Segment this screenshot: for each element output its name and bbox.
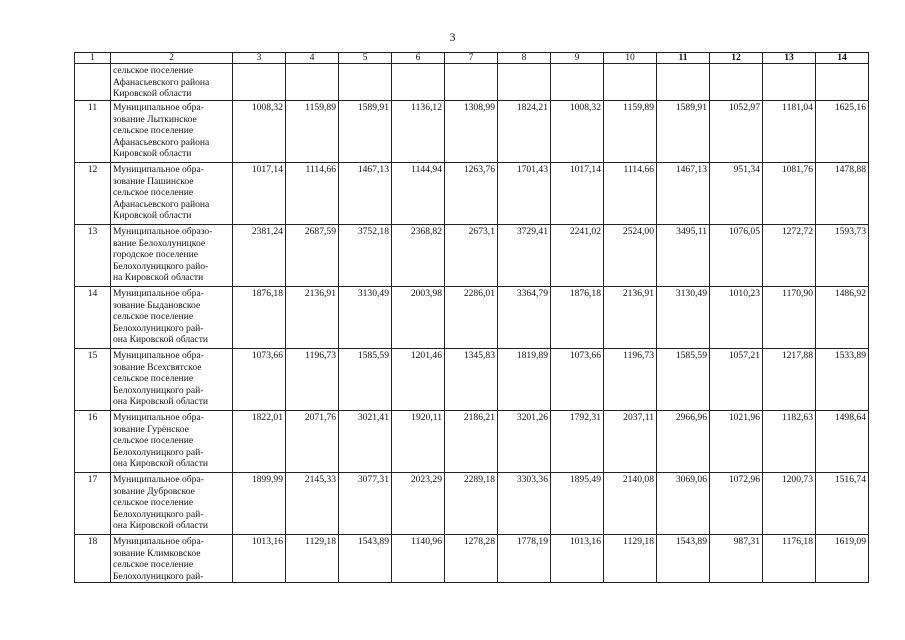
value-cell-col-7: 2186,21 — [445, 411, 498, 473]
value-cell-col-14: 1593,73 — [816, 225, 869, 287]
value-cell-col-11: 1543,89 — [657, 535, 710, 583]
column-header: 12 — [710, 53, 763, 64]
value-cell-col-10: 2140,08 — [604, 473, 657, 535]
value-cell-col-6: 2023,29 — [392, 473, 445, 535]
value-cell-col-6: 1136,12 — [392, 101, 445, 163]
value-cell-col-7: 1263,76 — [445, 163, 498, 225]
value-cell-col-10: 1159,89 — [604, 101, 657, 163]
municipality-name: Муниципальное обра- зование Пашинское сельское поселение Афанасьевского района Кировской области — [111, 163, 233, 225]
value-cell-col-12: 1057,21 — [710, 349, 763, 411]
value-cell-col-8: 3364,79 — [498, 287, 551, 349]
row-number-cell: 13 — [75, 225, 111, 287]
value-cell-col-8: 3303,36 — [498, 473, 551, 535]
value-cell-col-9: 1008,32 — [551, 101, 604, 163]
municipality-name: сельское поселение Афанасьевского района Кировской области — [111, 64, 233, 101]
municipality-name: Муниципальное обра- зование Климковское сельское поселение Белохолуницкого рай- — [111, 535, 233, 583]
value-cell-col-12: 1052,97 — [710, 101, 763, 163]
value-cell-col-4: 2071,76 — [286, 411, 339, 473]
value-cell-col-6: 2003,98 — [392, 287, 445, 349]
value-cell-col-13: 1081,76 — [763, 163, 816, 225]
row-number-cell — [75, 64, 111, 101]
table-row — [75, 163, 869, 225]
continuation-row — [75, 64, 869, 101]
table-row — [75, 287, 869, 349]
column-header: 1 — [75, 53, 111, 64]
value-cell-col-5: 1467,13 — [339, 163, 392, 225]
value-cell-col-10: 1114,66 — [604, 163, 657, 225]
municipality-name: Муниципальное обра- зование Дубровское сельское поселение Белохолуницкого рай- она Кировской области — [111, 473, 233, 535]
value-cell-col-13: 1182,63 — [763, 411, 816, 473]
value-cell-col-9: 1013,16 — [551, 535, 604, 583]
table-row — [75, 473, 869, 535]
row-number-cell: 11 — [75, 101, 111, 163]
value-cell-col-8: 1778,19 — [498, 535, 551, 583]
column-header: 8 — [498, 53, 551, 64]
column-header: 6 — [392, 53, 445, 64]
value-cell-col-11: 1467,13 — [657, 163, 710, 225]
municipality-name: Муниципальное образо- вание Белохолуницкое городское поселение Белохолуницкого райо- на Кировской области — [111, 225, 233, 287]
page-number: 3 — [449, 30, 456, 44]
value-cell-col-14: 1619,09 — [816, 535, 869, 583]
value-cell-col-11: 3495,11 — [657, 225, 710, 287]
value-cell-col-14: 1516,74 — [816, 473, 869, 535]
value-cell-col-13: 1272,72 — [763, 225, 816, 287]
value-cell-col-5: 3130,49 — [339, 287, 392, 349]
value-cell-col-3: 1013,16 — [233, 535, 286, 583]
value-cell-col-13: 1176,18 — [763, 535, 816, 583]
value-cell-col-3: 1822,01 — [233, 411, 286, 473]
value-cell-col-9: 1073,66 — [551, 349, 604, 411]
value-cell-col-11: 2966,96 — [657, 411, 710, 473]
value-cell-col-4: 1114,66 — [286, 163, 339, 225]
value-cell-col-4: 1159,89 — [286, 101, 339, 163]
value-cell-col-8: 3729,41 — [498, 225, 551, 287]
column-header: 14 — [816, 53, 869, 64]
value-cell-col-5: 3021,41 — [339, 411, 392, 473]
value-cell-col-6: 2368,82 — [392, 225, 445, 287]
value-cell-col-13: 1181,04 — [763, 101, 816, 163]
table-row — [75, 101, 869, 163]
value-cell-col-13: 1170,90 — [763, 287, 816, 349]
column-header-row — [75, 53, 869, 64]
column-header: 5 — [339, 53, 392, 64]
value-cell-col-10: 2136,91 — [604, 287, 657, 349]
value-cell-col-12: 1076,05 — [710, 225, 763, 287]
municipality-name: Муниципальное обра- зование Всехсвятское сельское поселение Белохолуницкого рай- она Кировской области — [111, 349, 233, 411]
value-cell-col-5: 3077,31 — [339, 473, 392, 535]
table-body — [75, 53, 869, 583]
value-cell-col-10: 1196,73 — [604, 349, 657, 411]
value-cell-col-14: 1486,92 — [816, 287, 869, 349]
municipality-name: Муниципальное обра- зование Быдановское сельское поселение Белохолуницкого рай- она Кировской области — [111, 287, 233, 349]
municipality-name: Муниципальное обра- зование Гурёнское сельское поселение Белохолуницкого рай- она Кировской области — [111, 411, 233, 473]
value-cell-col-6: 1140,96 — [392, 535, 445, 583]
column-header: 4 — [286, 53, 339, 64]
value-cell-col-6: 1201,46 — [392, 349, 445, 411]
table-row — [75, 225, 869, 287]
value-cell-col-5: 3752,18 — [339, 225, 392, 287]
value-cell-col-4: 1196,73 — [286, 349, 339, 411]
value-cell-col-12: 1021,96 — [710, 411, 763, 473]
value-cell-col-7: 1278,28 — [445, 535, 498, 583]
value-cell-col-8: 1819,89 — [498, 349, 551, 411]
value-cell-col-14: 1498,64 — [816, 411, 869, 473]
value-cell-col-14: 1533,89 — [816, 349, 869, 411]
data-table — [74, 52, 869, 583]
value-cell-col-12: 987,31 — [710, 535, 763, 583]
value-cell-col-4: 2687,59 — [286, 225, 339, 287]
value-cell-col-8: 1701,43 — [498, 163, 551, 225]
value-cell-col-13: 1217,88 — [763, 349, 816, 411]
value-cell-col-12: 1010,23 — [710, 287, 763, 349]
value-cell-col-8: 3201,26 — [498, 411, 551, 473]
value-cell-col-9: 1895,49 — [551, 473, 604, 535]
table-row — [75, 349, 869, 411]
value-cell-col-5: 1585,59 — [339, 349, 392, 411]
value-cell-col-11: 3069,06 — [657, 473, 710, 535]
value-cell-col-8: 1824,21 — [498, 101, 551, 163]
column-header: 9 — [551, 53, 604, 64]
value-cell-col-7: 1308,99 — [445, 101, 498, 163]
value-cell-col-9: 1017,14 — [551, 163, 604, 225]
value-cell-col-3: 1008,32 — [233, 101, 286, 163]
value-cell-col-7: 2673,1 — [445, 225, 498, 287]
value-cell-col-3: 1073,66 — [233, 349, 286, 411]
value-cell-col-3: 1017,14 — [233, 163, 286, 225]
value-cell-col-11: 1585,59 — [657, 349, 710, 411]
value-cell-col-11: 3130,49 — [657, 287, 710, 349]
column-header: 11 — [657, 53, 710, 64]
column-header: 2 — [111, 53, 233, 64]
row-number-cell: 18 — [75, 535, 111, 583]
row-number-cell: 16 — [75, 411, 111, 473]
table-row — [75, 535, 869, 583]
column-header: 13 — [763, 53, 816, 64]
value-cell-col-3: 1899,99 — [233, 473, 286, 535]
value-cell-col-12: 951,34 — [710, 163, 763, 225]
value-cell-col-10: 2037,11 — [604, 411, 657, 473]
value-cell-col-4: 1129,18 — [286, 535, 339, 583]
municipality-name: Муниципальное обра- зование Лыткинское сельское поселение Афанасьевского района Кировской области — [111, 101, 233, 163]
row-number-cell: 14 — [75, 287, 111, 349]
value-cell-col-3: 1876,18 — [233, 287, 286, 349]
value-cell-col-9: 1876,18 — [551, 287, 604, 349]
column-header: 3 — [233, 53, 286, 64]
value-cell-col-12: 1072,96 — [710, 473, 763, 535]
row-number-cell: 17 — [75, 473, 111, 535]
value-cell-col-3: 2381,24 — [233, 225, 286, 287]
value-cell-col-7: 2286,01 — [445, 287, 498, 349]
value-cell-col-13: 1200,73 — [763, 473, 816, 535]
value-cell-col-7: 1345,83 — [445, 349, 498, 411]
value-cell-col-14: 1625,16 — [816, 101, 869, 163]
value-cell-col-10: 2524,00 — [604, 225, 657, 287]
column-header: 10 — [604, 53, 657, 64]
row-number-cell: 12 — [75, 163, 111, 225]
value-cell-col-4: 2136,91 — [286, 287, 339, 349]
value-cell-col-9: 1792,31 — [551, 411, 604, 473]
value-cell-col-9: 2241,02 — [551, 225, 604, 287]
value-cell-col-6: 1920,11 — [392, 411, 445, 473]
value-cell-col-7: 2289,18 — [445, 473, 498, 535]
value-cell-col-14: 1478,88 — [816, 163, 869, 225]
row-number-cell: 15 — [75, 349, 111, 411]
value-cell-col-6: 1144,94 — [392, 163, 445, 225]
column-header: 7 — [445, 53, 498, 64]
value-cell-col-10: 1129,18 — [604, 535, 657, 583]
value-cell-col-5: 1589,91 — [339, 101, 392, 163]
table-row — [75, 411, 869, 473]
value-cell-col-11: 1589,91 — [657, 101, 710, 163]
value-cell-col-4: 2145,33 — [286, 473, 339, 535]
value-cell-col-5: 1543,89 — [339, 535, 392, 583]
